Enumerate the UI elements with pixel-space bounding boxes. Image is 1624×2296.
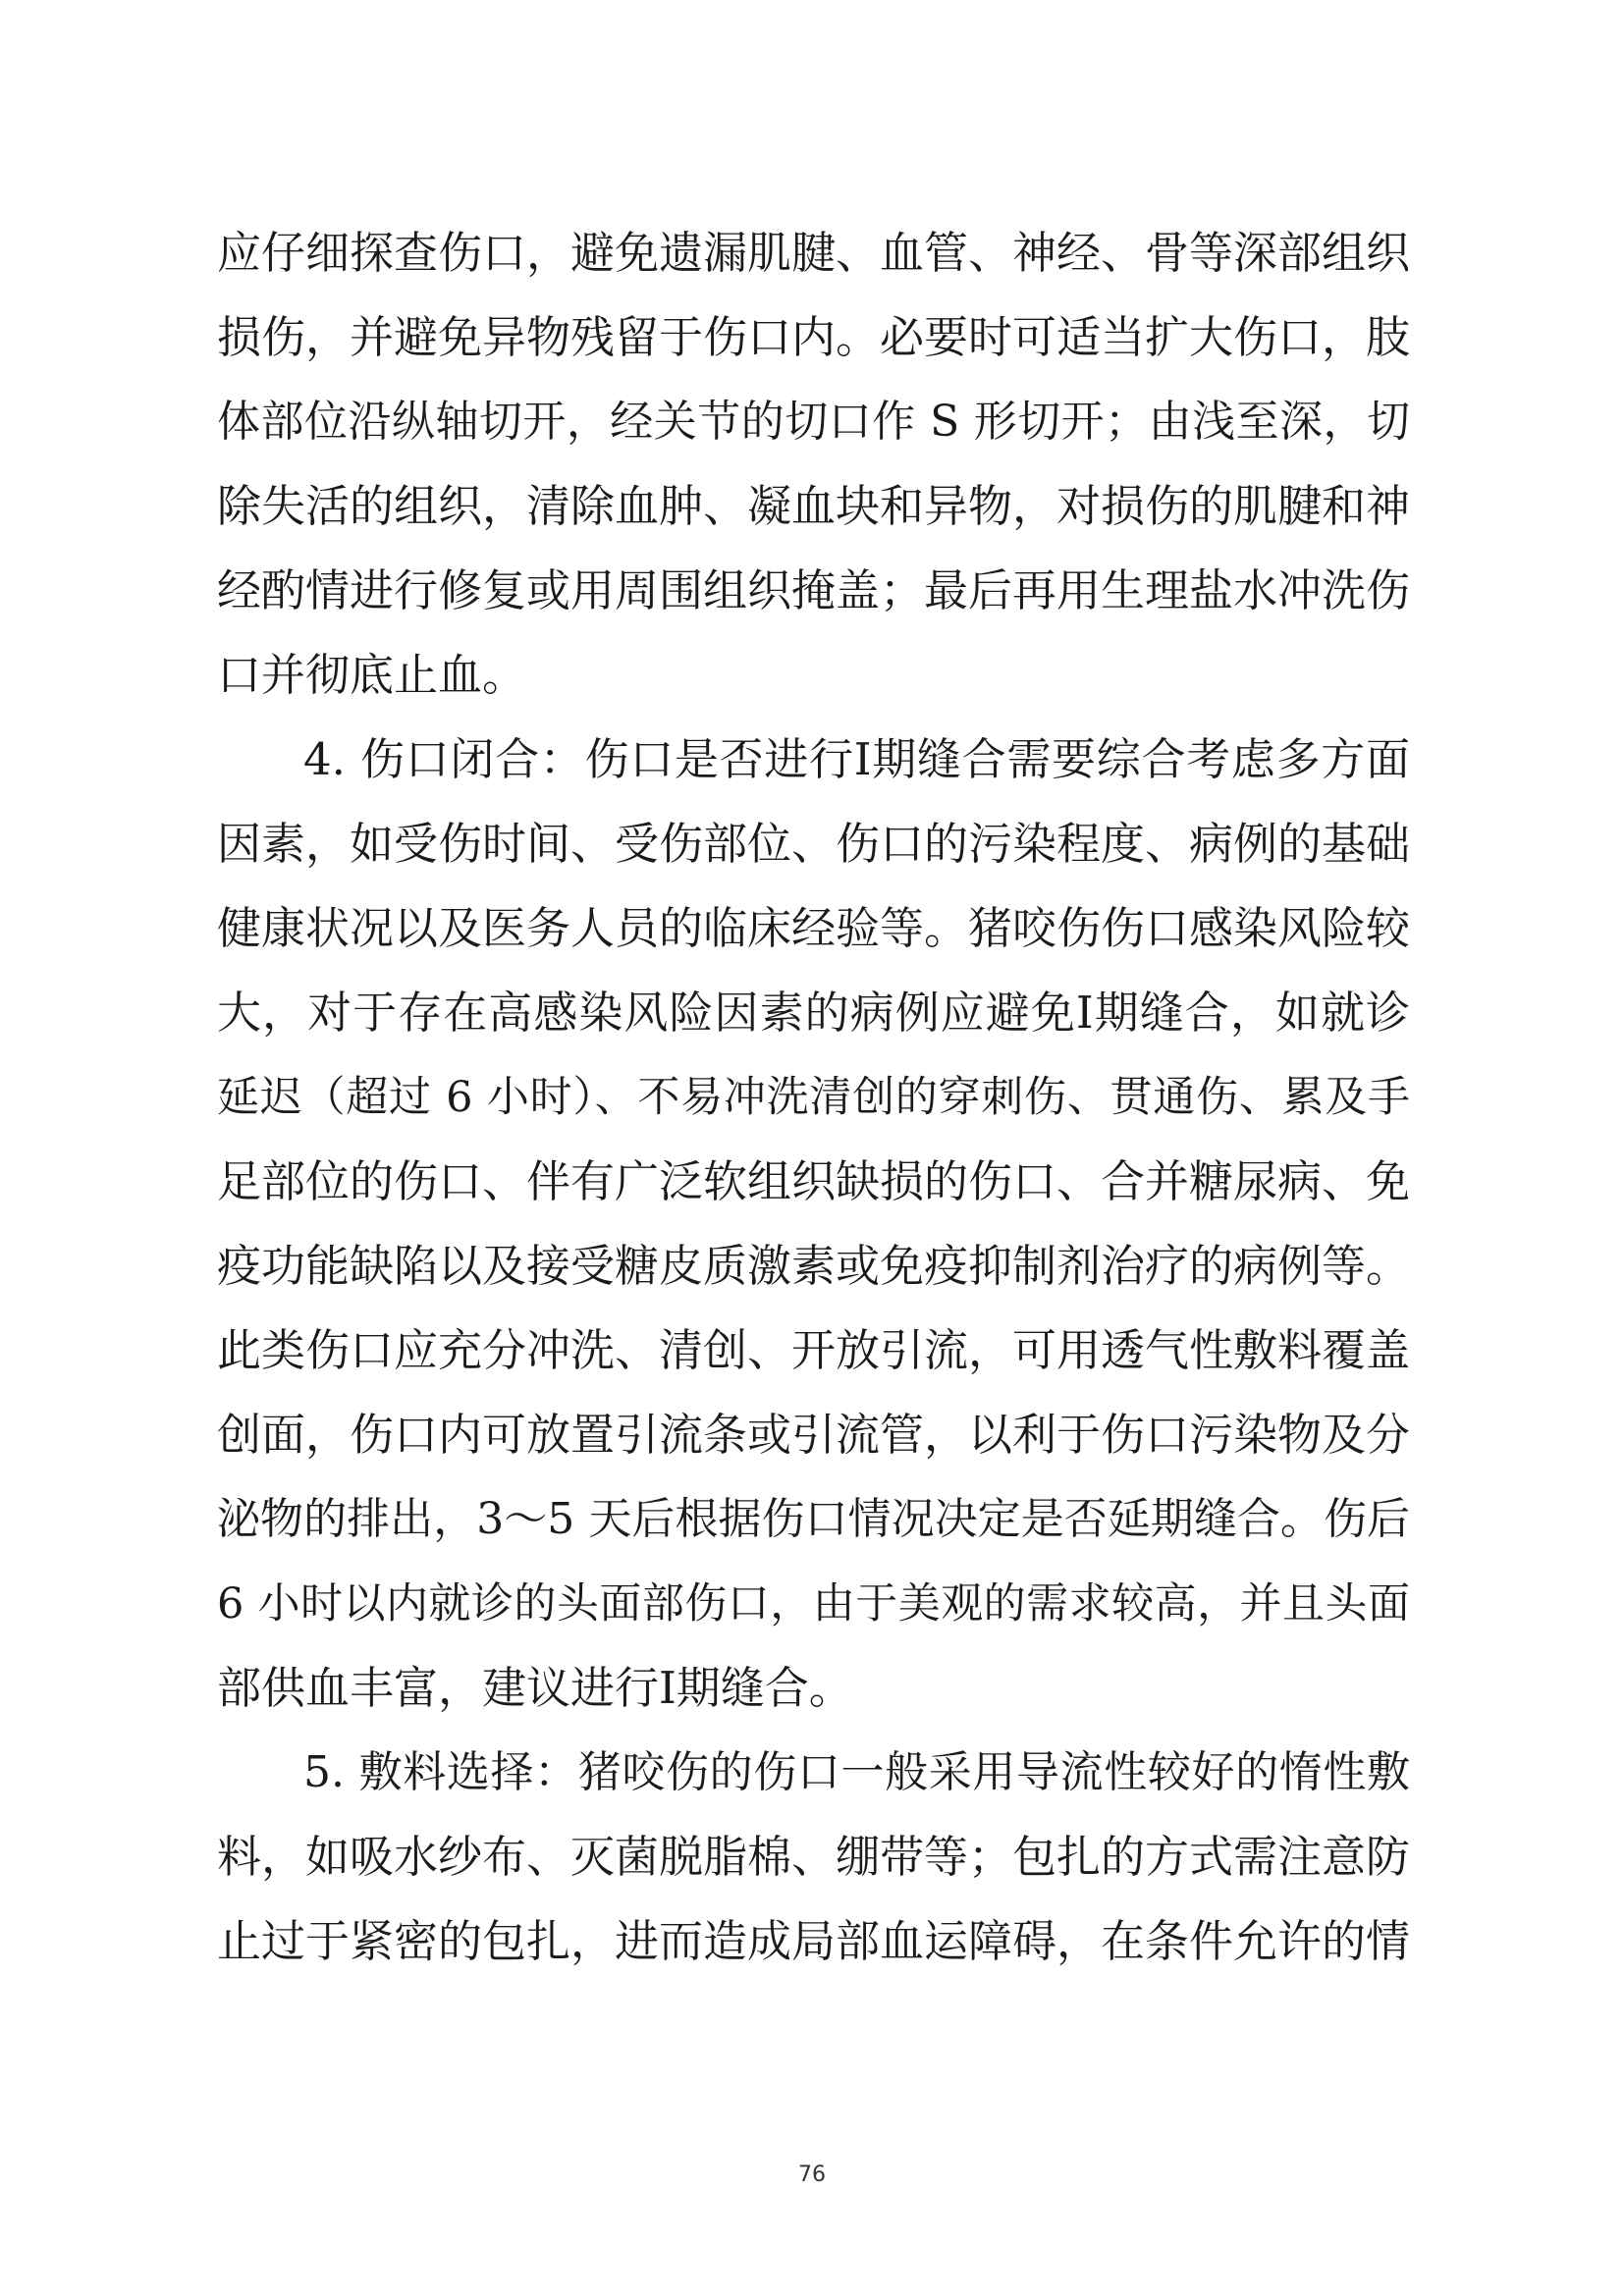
- text-line: 体部位沿纵轴切开，经关节的切口作 S 形切开；由浅至深，切: [217, 397, 1410, 447]
- text-line: 疫功能缺陷以及接受糖皮质激素或免疫抑制剂治疗的病例等。: [217, 1240, 1411, 1292]
- text-line: 口并彻底止血。: [217, 649, 527, 701]
- text-line: 部供血丰富，建议进行Ⅰ期缝合。: [217, 1662, 853, 1714]
- text-line: 除失活的组织，清除血肿、凝血块和异物，对损伤的肌腱和神: [217, 480, 1411, 532]
- text-line: 创面，伤口内可放置引流条或引流管，以利于伤口污染物及分: [217, 1409, 1411, 1461]
- text-line: 6 小时以内就诊的头面部伤口，由于美观的需求较高，并且头面: [217, 1579, 1410, 1629]
- text-line: 止过于紧密的包扎，进而造成局部血运障碍，在条件允许的情: [217, 1915, 1411, 1967]
- text-line: 因素，如受伤时间、受伤部位、伤口的污染程度、病例的基础: [217, 818, 1411, 870]
- text-line: 延迟（超过 6 小时）、不易冲洗清创的穿刺伤、贯通伤、累及手: [217, 1073, 1410, 1122]
- text-line: 此类伤口应充分冲洗、清创、开放引流，可用透气性敷料覆盖: [217, 1324, 1411, 1376]
- text-line: 应仔细探查伤口，避免遗漏肌腱、血管、神经、骨等深部组织: [217, 227, 1411, 279]
- text-line: 料，如吸水纱布、灭菌脱脂棉、绷带等；包扎的方式需注意防: [217, 1831, 1411, 1883]
- page-number: 76: [798, 2163, 826, 2187]
- text-line: 5. 敷料选择：猪咬伤的伤口一般采用导流性较好的惰性敷: [303, 1747, 1410, 1797]
- text-line: 足部位的伤口、伴有广泛软组织缺损的伤口、合并糖尿病、免: [217, 1155, 1411, 1207]
- text-line: 损伤，并避免异物残留于伤口内。必要时可适当扩大伤口，肢: [217, 311, 1411, 363]
- text-line: 经酌情进行修复或用周围组织掩盖；最后再用生理盐水冲洗伤: [217, 564, 1411, 616]
- text-line: 泌物的排出，3～5 天后根据伤口情况决定是否延期缝合。伤后: [217, 1494, 1410, 1544]
- text-line: 健康状况以及医务人员的临床经验等。猪咬伤伤口感染风险较: [217, 902, 1411, 954]
- text-line: 大，对于存在高感染风险因素的病例应避免Ⅰ期缝合，如就诊: [217, 987, 1410, 1039]
- text-line: 4. 伤口闭合：伤口是否进行Ⅰ期缝合需要综合考虑多方面: [303, 733, 1410, 785]
